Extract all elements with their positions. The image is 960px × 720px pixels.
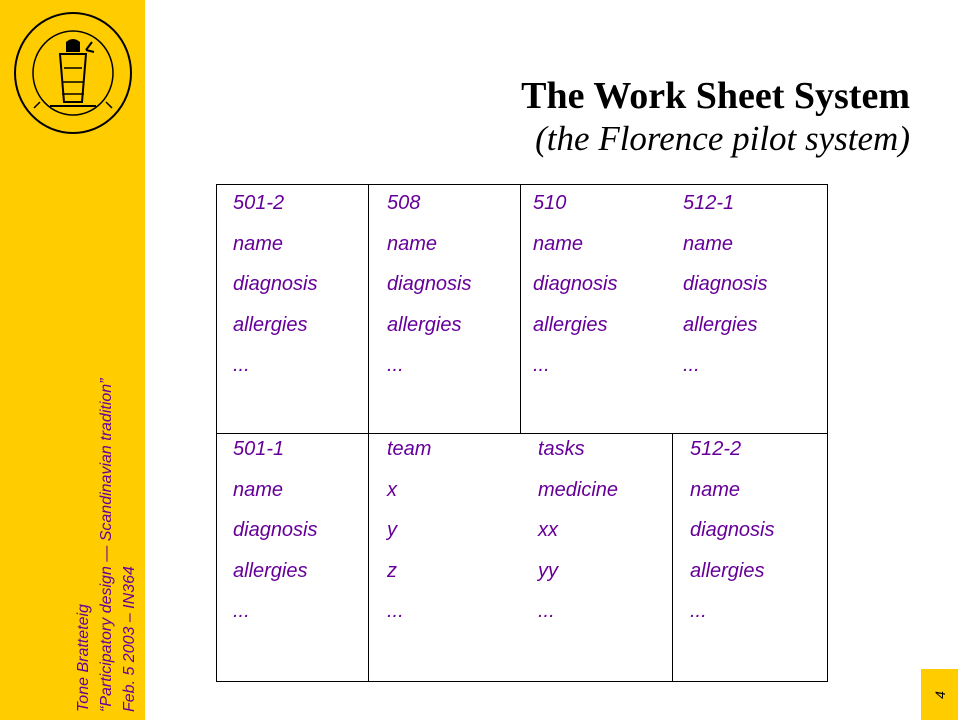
grid-divider [217, 433, 827, 434]
cell-line: diagnosis [690, 519, 775, 541]
cell-line: yy [538, 559, 558, 582]
title-sub: (the Florence pilot system) [535, 119, 910, 158]
course-title: “Participatory design — Scandinavian tradition” [98, 378, 115, 712]
cell-line: 501-1 [233, 438, 285, 460]
cell-line: ... [233, 600, 250, 622]
page-number-wrap [921, 669, 958, 720]
cell-line: name [233, 232, 284, 255]
cell-room-501-2 [233, 191, 318, 394]
cell-line: diagnosis [533, 273, 618, 295]
university-seal-icon [10, 10, 136, 136]
cell-line: ... [387, 354, 404, 376]
cell-line: allergies [387, 313, 462, 336]
sidebar-footer-text [72, 379, 141, 713]
cell-line: diagnosis [233, 273, 318, 295]
cell-line: ... [533, 354, 550, 376]
cell-line: diagnosis [233, 519, 318, 541]
cell-line: allergies [533, 313, 608, 336]
cell-line: medicine [538, 478, 619, 501]
cell-line: ... [538, 600, 555, 622]
cell-line: name [233, 478, 284, 501]
cell-line: x [387, 478, 397, 501]
slide-title [521, 74, 910, 160]
cell-line: diagnosis [387, 273, 472, 295]
cell-line: 510 [533, 192, 567, 214]
cell-line: 501-2 [233, 192, 285, 214]
cell-line: team [387, 438, 432, 460]
cell-team [387, 437, 431, 640]
cell-tasks [538, 437, 618, 640]
cell-line: tasks [538, 438, 585, 460]
grid-divider [520, 185, 521, 433]
cell-line: 512-1 [683, 192, 735, 214]
cell-line: xx [538, 519, 558, 541]
date-course: Feb. 5 2003 – IN364 [121, 566, 138, 712]
cell-room-512-1 [683, 191, 768, 394]
cell-line: allergies [233, 313, 308, 336]
cell-line: diagnosis [683, 273, 768, 295]
cell-line: 512-2 [690, 438, 742, 460]
cell-room-508 [387, 191, 472, 394]
page-number: 4 [931, 690, 948, 699]
cell-line: allergies [233, 559, 308, 582]
cell-line: z [387, 559, 397, 582]
cell-line: ... [233, 354, 250, 376]
title-main: The Work Sheet System [521, 75, 910, 117]
author-name: Tone Bratteteig [75, 604, 92, 712]
cell-room-512-2 [690, 437, 775, 640]
cell-line: name [683, 232, 734, 255]
cell-line: allergies [690, 559, 765, 582]
cell-line: ... [690, 600, 707, 622]
cell-line: y [387, 519, 397, 541]
cell-line: ... [683, 354, 700, 376]
cell-line: name [533, 232, 584, 255]
cell-line: name [387, 232, 438, 255]
worksheet-grid [216, 184, 828, 682]
cell-line: ... [387, 600, 404, 622]
cell-line: allergies [683, 313, 758, 336]
cell-line: name [690, 478, 741, 501]
page-number-box [921, 669, 958, 720]
grid-divider [672, 433, 673, 681]
cell-line: 508 [387, 192, 421, 214]
cell-room-501-1 [233, 437, 318, 640]
cell-room-510 [533, 191, 618, 394]
sidebar [0, 0, 145, 720]
